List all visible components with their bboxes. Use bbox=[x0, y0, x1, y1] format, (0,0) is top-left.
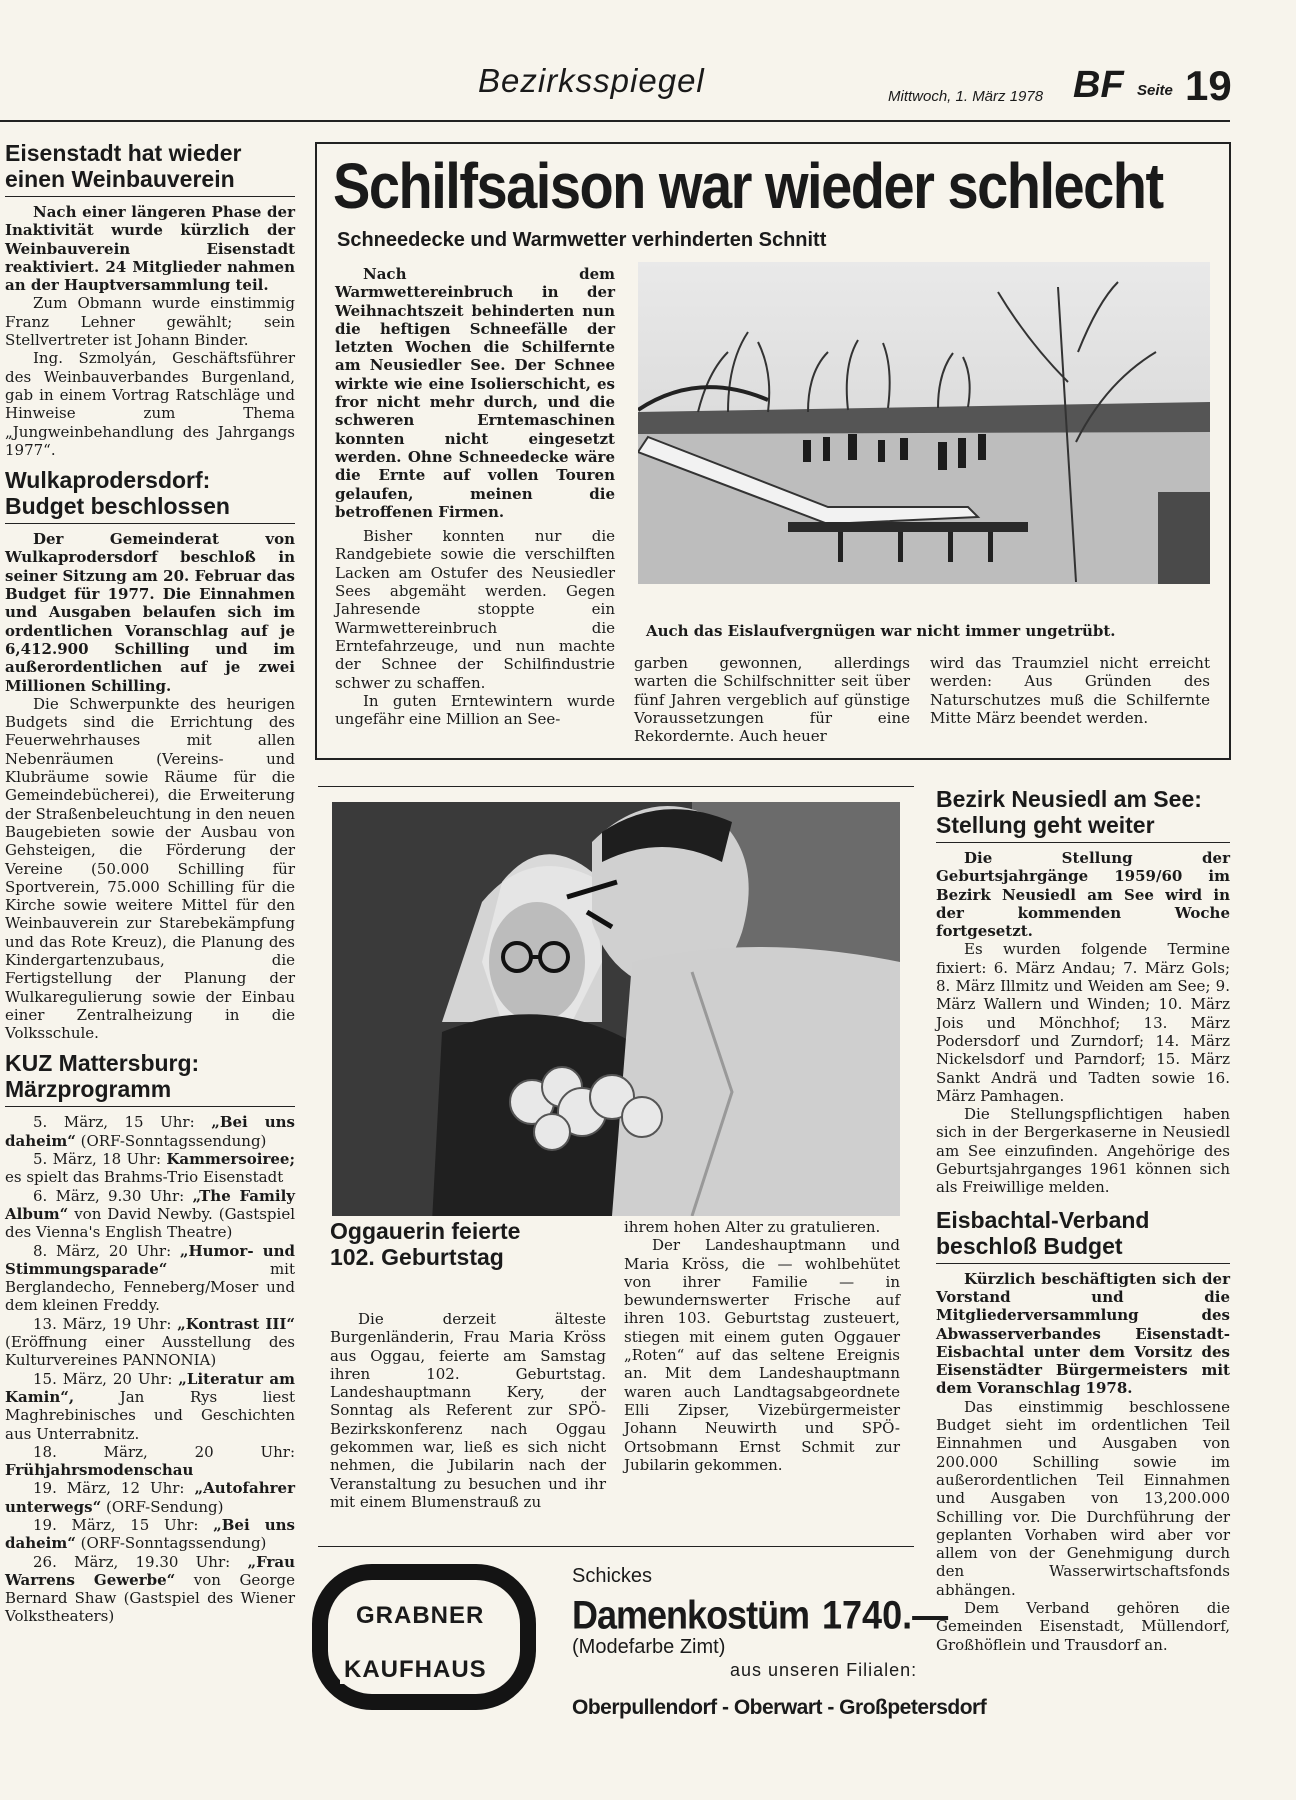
paragraph: Zum Obmann wurde einstimmig Franz Lehner gewählt; sein Stellvertreter ist Johann Binder. bbox=[5, 294, 295, 350]
paragraph: garben gewonnen, allerdings warten die Schilfschnitter seit über fünf Jahren vergeblich auf günstige Voraussetzungen für eine Rekordernte. Auch heuer bbox=[634, 654, 910, 746]
ad-rule bbox=[318, 1546, 914, 1547]
birthday-photo-image bbox=[332, 802, 900, 1216]
ad-branches: Oberpullendorf - Oberwart - Großpetersdorf bbox=[572, 1696, 987, 1719]
main-subheadline: Schneedecke und Warmwetter verhinderten Schnitt bbox=[337, 229, 827, 251]
title-rule bbox=[5, 196, 295, 197]
ad-pre: Schickes bbox=[572, 1565, 653, 1587]
paragraph: Die Schwerpunkte des heurigen Budgets sind die Errichtung des Feuerwehrhauses mit allen Nebenräumen (Vereins- und Klubräume sowie Räume für die Gemeindebücherei), die Erweiterung der Straßenbeleuchtung in den neuen Baugebieten sowie der Ausbau von Gehsteigen, die Förderung der Vereine (50.000 Schilling für Sportverein, 75.000 Schilling für die Kirche sowie weitere Mittel für den Weinbauverein zur Starebekämpfung und das Rote Kreuz), die Planung des Kindergartenzubaus, die Fertigstellung der Planung der Wulkaregulierung sowie der Einbau einer Zentralheizung in die Volksschule. bbox=[5, 694, 295, 1043]
brand-top: GRABNER bbox=[352, 1602, 488, 1630]
ad-from: aus unseren Filialen: bbox=[730, 1660, 918, 1680]
article-title-kuz: KUZ Mattersburg: Märzprogramm bbox=[5, 1050, 200, 1103]
section-title: Bezirksspiegel bbox=[478, 62, 705, 99]
main-article-text bbox=[335, 265, 615, 728]
ad-color: (Modefarbe Zimt) bbox=[572, 1636, 726, 1658]
event-item: 8. März, 20 Uhr: „Humor- und Stimmungsparade“ mit Berglandecho, Fenneberg/Moser und dem kleinen Freddy. bbox=[5, 1241, 295, 1315]
lead-paragraph: Der Gemeinderat von Wulkaprodersdorf beschloß in seiner Sitzung am 20. Februar das Budget für 1977. Die Einnahmen und Ausgaben belaufen sich im ordentlichen Voranschlag auf je 6,412.900 Schilling und im außerordentlichen auf je zwei Millionen Schilling. bbox=[5, 530, 295, 695]
main-article-column-2 bbox=[634, 654, 910, 745]
skating-photo bbox=[638, 262, 1210, 584]
page-number: 19 bbox=[1185, 62, 1232, 109]
lead-paragraph: Nach einer längeren Phase der Inaktivität wurde kürzlich der Weinbauverein Eisenstadt reaktiviert. 24 Mitglieder nahmen an der Hauptversammlung teil. bbox=[5, 203, 295, 295]
paragraph: wird das Traumziel nicht erreicht werden: Aus Gründen des Naturschutzes muß die Schilfernte Mitte März beendet werden. bbox=[930, 654, 1210, 727]
article-wulkaprodersdorf bbox=[5, 530, 295, 1042]
article-title-neusiedl: Bezirk Neusiedl am See: Stellung geht weiter bbox=[936, 786, 1202, 838]
paragraph: Es wurden folgende Termine fixiert: 6. März Andau; 7. März Gols; 8. März Illmitz und Weiden am See; 9. März Wallern und Winden; 10. März Jois und Mönchhof; 13. März Podersdorf und Zurndorf; 14. März Nickelsdorf und Parndorf; 15. März Sankt Andrä und Tadten sowie 16. März Pamhagen. bbox=[936, 940, 1230, 1105]
main-article-column-3 bbox=[930, 654, 1210, 727]
lead-paragraph: Kürzlich beschäftigten sich der Vorstand und die Mitgliederversammlung des Abwasserverbandes Eisenstadt-Eisbachtal unter dem Vorsitz des Eisenstädter Bürgermeisters mit dem Voranschlag 1978. bbox=[936, 1269, 1230, 1398]
event-item: 18. März, 20 Uhr: Frühjahrsmodenschau bbox=[5, 1442, 295, 1480]
newspaper-logo: BF bbox=[1073, 64, 1124, 106]
event-list bbox=[5, 1113, 295, 1625]
article-title-eisbachtal: Eisbachtal-Verband beschloß Budget bbox=[936, 1206, 1150, 1259]
paragraph: Ing. Szmolyán, Geschäftsführer des Weinbauverbandes Burgenland, gab in einem Vortrag Ratschläge und Hinweise zum Thema „Jungweinbehandlung des Jahrgangs 1977“. bbox=[5, 349, 295, 459]
article-neusiedl bbox=[936, 849, 1230, 1197]
article-eisbachtal bbox=[936, 1270, 1230, 1654]
brand-bottom: KAUFHAUS bbox=[340, 1656, 491, 1684]
event-item: 15. März, 20 Uhr: „Literatur am Kamin“, Jan Rys liest Maghrebinisches und Geschichten aus Unterrabnitz. bbox=[5, 1369, 295, 1443]
article-title-weinbauverein: Eisenstadt hat wieder einen Weinbauverein bbox=[5, 140, 242, 192]
birthday-photo bbox=[332, 802, 900, 1216]
paragraph: ihrem hohen Alter zu gratulieren. bbox=[624, 1218, 881, 1236]
lead-paragraph: Die Stellung der Geburtsjahrgänge 1959/60 im Bezirk Neusiedl am See wird in der kommenden Woche fortgesetzt. bbox=[936, 849, 1230, 941]
issue-date: Mittwoch, 1. März 1978 bbox=[888, 88, 1044, 105]
section-rule bbox=[318, 786, 914, 787]
birthday-column-2 bbox=[624, 1218, 900, 1474]
title-rule bbox=[936, 842, 1230, 843]
paragraph: Die Stellungspflichtigen haben sich in der Bergerkaserne in Neusiedl am See einzufinden. Angehörige des Geburtsjahrganges 1961 können sich als Freiwillige melden. bbox=[936, 1105, 1230, 1197]
event-item: 19. März, 12 Uhr: „Autofahrer unterwegs“ (ORF-Sendung) bbox=[5, 1479, 295, 1516]
event-item: 26. März, 19.30 Uhr: „Frau Warrens Gewerbe“ von George Bernard Shaw (Gastspiel des Wiener Volkstheaters) bbox=[5, 1552, 295, 1626]
title-rule bbox=[5, 1106, 295, 1107]
paragraph: Dem Verband gehören die Gemeinden Eisenstadt, Müllendorf, Großhöflein und Trausdorf an. bbox=[936, 1598, 1230, 1654]
photo-caption: Auch das Eislaufvergnügen war nicht immer ungetrübt. bbox=[646, 622, 1116, 640]
lead-paragraph: Nach dem Warmwettereinbruch in der Weihnachtszeit behinderten nun die heftigen Schneefälle der letzten Wochen die Schilfernte am Neusiedler See. Der Schnee wirkte wie eine Isolierschicht, es fror nicht mehr durch, und die schweren Erntemaschinen konnten nicht eingesetzt werden. Ohne Schneedecke wäre die Ernte auf vollen Touren gelaufen, meinen die betroffenen Firmen. bbox=[335, 265, 615, 521]
article-weinbauverein bbox=[5, 203, 295, 459]
birthday-column-1 bbox=[330, 1310, 606, 1511]
right-column bbox=[936, 786, 1230, 1654]
birthday-title: Oggauerin feierte 102. Geburtstag bbox=[330, 1218, 521, 1270]
left-column bbox=[5, 140, 295, 1626]
grabner-logo bbox=[312, 1564, 536, 1710]
event-item: 6. März, 9.30 Uhr: „The Family Album“ von David Newby. (Gastspiel des Vienna's English Theatre) bbox=[5, 1186, 295, 1242]
main-headline: Schilfsaison war wieder schlecht bbox=[333, 149, 1163, 222]
article-title-wulkaprodersdorf: Wulkaprodersdorf: Budget beschlossen bbox=[5, 467, 230, 520]
event-item: 13. März, 19 Uhr: „Kontrast III“ (Eröffnung einer Ausstellung des Kulturvereines PANNONIA) bbox=[5, 1314, 295, 1370]
paragraph: In guten Erntewintern wurde ungefähr eine Million an See- bbox=[335, 691, 615, 729]
title-rule bbox=[5, 523, 295, 524]
paragraph: Bisher konnten nur die Randgebiete sowie die verschilften Lacken am Ostufer des Neusiedler Sees abgemäht werden. Gegen Jahresende stoppte ein Warmwettereinbruch die Erntefahrzeuge, und nun machte der Schnee der Schilfindustrie schwer zu schaffen. bbox=[335, 527, 615, 692]
ad-price: 1740.— bbox=[822, 1592, 949, 1638]
event-item: 19. März, 15 Uhr: „Bei uns daheim“ (ORF-Sonntagssendung) bbox=[5, 1516, 295, 1553]
page-label: Seite bbox=[1137, 82, 1173, 99]
skating-photo-image bbox=[638, 262, 1210, 584]
paragraph: Das einstimmig beschlossene Budget sieht im ordentlichen Teil Einnahmen und Ausgaben von 200.000 Schilling sowie im außerordentlichen Teil Einnahmen und Ausgaben von 13,200.000 Schilling vor. Die Durchführung der geplanten Vorhaben wird aber vor allem von der Genehmigung durch den Wasserwirtschaftsfonds abhängen. bbox=[936, 1397, 1230, 1599]
ad-product: Damenkostüm bbox=[572, 1592, 810, 1638]
event-item: 5. März, 18 Uhr: Kammersoiree; es spielt das Brahms-Trio Eisenstadt bbox=[5, 1150, 295, 1187]
paragraph: Der Landeshauptmann und Maria Kröss, die — wohlbehütet von ihrer Familie — in bewundernswerter Frische auf ihren 103. Geburtstag zusteuert, stiegen mit einem guten Oggauer „Roten“ auf das seltene Ereignis an. Mit dem Landeshauptmann waren auch Landtagsabgeordnete Elli Zipser, Vizebürgermeister Johann Neuwirth und SPÖ-Ortsobmann Ernst Schmit zur Jubilarin gekommen. bbox=[624, 1236, 900, 1474]
event-item: 5. März, 15 Uhr: „Bei uns daheim“ (ORF-Sonntagssendung) bbox=[5, 1113, 295, 1150]
title-rule bbox=[936, 1263, 1230, 1264]
paragraph: Die derzeit älteste Burgenländerin, Frau Maria Kröss aus Oggau, feierte am Samstag ihren 102. Geburtstag. Landeshauptmann Kery, der Sonntag als Referent zur SPÖ-Bezirkskonferenz nach Oggau gekommen war, ließ es sich nicht nehmen, die Jubilarin nach der Veranstaltung zu besuchen und ihr mit einem Blumenstrauß zu bbox=[330, 1310, 606, 1511]
header-rule bbox=[0, 120, 1230, 122]
